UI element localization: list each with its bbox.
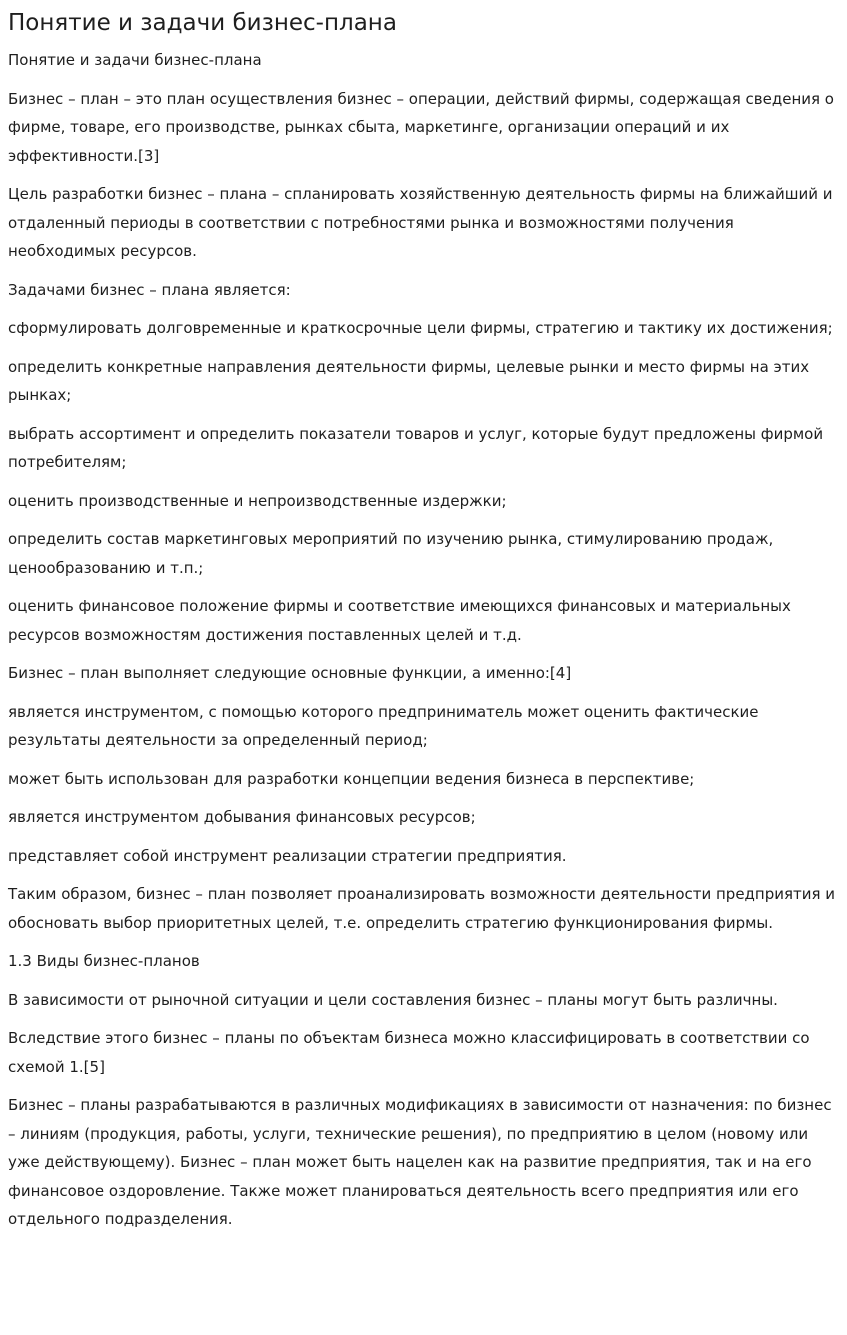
task-item: выбрать ассортимент и определить показатели товаров и услуг, которые будут предложены фирмой потребителям;: [8, 424, 824, 471]
paragraph-conclusion: Таким образом, бизнес – план позволяет проанализировать возможности деятельности предприятия и обосновать выбор приоритетных целей, т.е. определить стратегию функционирования фирмы.: [8, 885, 836, 932]
paragraph-modifications: Бизнес – планы разрабатываются в различных модификациях в зависимости от назначения: по бизнес – линиям (продукция, работы, услуги, технические решения), по предприятию в целом (новому или уже действующему). Бизнес – план может быть нацелен как на развитие предприятия, так и на его финансовое оздоровление. Также может планироваться деятельность всего предприятия или его отдельного подразделения.: [8, 1096, 832, 1228]
paragraph-classification: Вследствие этого бизнес – планы по объектам бизнеса можно классифицировать в соответствии со схемой 1.[5]: [8, 1029, 810, 1076]
task-item: оценить финансовое положение фирмы и соответствие имеющихся финансовых и материальных ресурсов возможностям достижения поставленных целей и т.д.: [8, 597, 791, 644]
function-item: является инструментом, с помощью которого предприниматель может оценить фактические результаты деятельности за определенный период;: [8, 702, 759, 749]
task-item: сформулировать долговременные и краткосрочные цели фирмы, стратегию и тактику их достижения;: [8, 319, 833, 337]
paragraph-types-intro: В зависимости от рыночной ситуации и цели составления бизнес – планы могут быть различны.: [8, 990, 778, 1009]
task-item: определить конкретные направления деятельности фирмы, целевые рынки и место фирмы на этих рынках;: [8, 357, 810, 404]
section-heading: 1.3 Виды бизнес-планов: [8, 952, 200, 970]
paragraph-subtitle: Понятие и задачи бизнес-плана: [8, 51, 262, 69]
paragraph-functions-intro: Бизнес – план выполняет следующие основные функции, а именно:[4]: [8, 664, 572, 682]
task-item: оценить производственные и непроизводственные издержки;: [8, 491, 507, 510]
page-title: Понятие и задачи бизнес-плана: [8, 10, 397, 36]
task-item: определить состав маркетинговых мероприятий по изучению рынка, стимулированию продаж, ценообразованию и т.п.;: [8, 530, 774, 577]
function-item: является инструментом добывания финансовых ресурсов;: [8, 808, 476, 826]
function-item: может быть использован для разработки концепции ведения бизнеса в перспективе;: [8, 769, 695, 788]
paragraph-goal: Цель разработки бизнес – плана – спланировать хозяйственную деятельность фирмы на ближайший и отдаленный периоды в соответствии с потребностями рынка и возможностями получения необходимых ресурсов.: [8, 185, 833, 260]
paragraph-definition: Бизнес – план – это план осуществления бизнес – операции, действий фирмы, содержащая сведения о фирме, товаре, его производстве, рынках сбыта, маркетинге, организации операций и их эффективности.[3]: [8, 89, 834, 165]
function-item: представляет собой инструмент реализации стратегии предприятия.: [8, 846, 567, 865]
paragraph-tasks-intro: Задачами бизнес – плана является:: [8, 280, 291, 299]
